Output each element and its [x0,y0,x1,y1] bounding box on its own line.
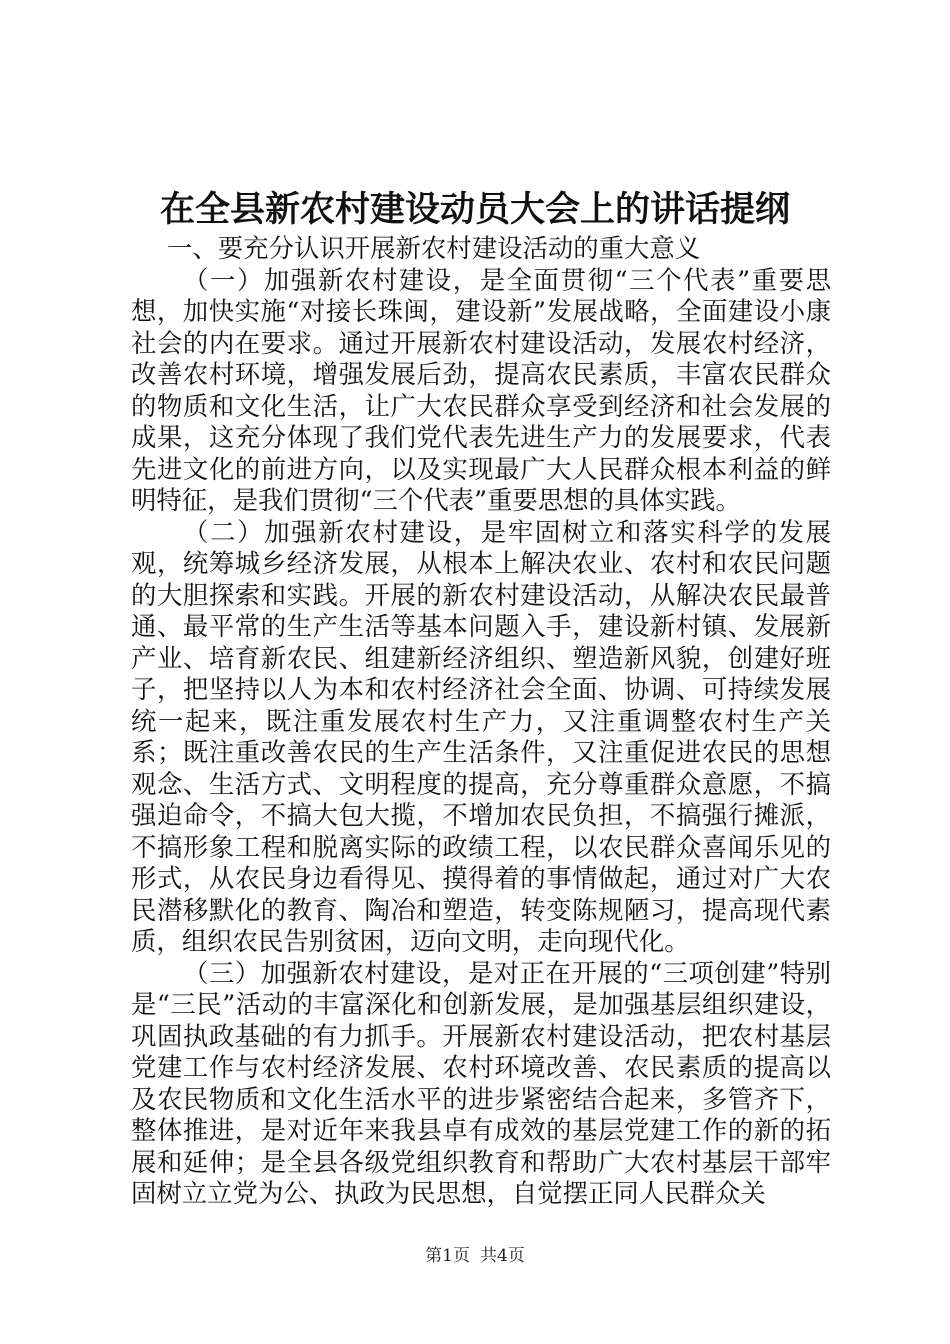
page-number: 第1页 [425,1246,470,1266]
paragraph-2: （二）加强新农村建设，是牢固树立和落实科学的发展观，统筹城乡经济发展，从根本上解决农业、农村和农民问题的大胆探索和实践。开展的新农村建设活动，从解决农民最普通、最平常的生产生活等基本问题入手，建设新村镇、发展新产业、培育新农民、组建新经济组织、塑造新风貌，创建好班子，把坚持以人为本和农村经济社会全面、协调、可持续发展统一起来，既注重发展农村生产力，又注重调整农村生产关系；既注重改善农民的生产生活条件，又注重促进农民的思想观念、生活方式、文明程度的提高，充分尊重群众意愿，不搞强迫命令，不搞大包大揽，不增加农民负担，不搞强行摊派，不搞形象工程和脱离实际的政绩工程，以农民群众喜闻乐见的形式，从农民身边看得见、摸得着的事情做起，通过对广大农民潜移默化的教育、陶冶和塑造，转变陈规陋习，提高现代素质，组织农民告别贫困，迈向文明，走向现代化。 [131,516,831,956]
paragraph-1: （一）加强新农村建设，是全面贯彻“三个代表”重要思想，加快实施“对接长珠闽，建设新”发展战略，全面建设小康社会的内在要求。通过开展新农村建设活动，发展农村经济，改善农村环境，增强发展后劲，提高农民素质，丰富农民群众的物质和文化生活，让广大农民群众享受到经济和社会发展的成果，这充分体现了我们党代表先进生产力的发展要求，代表先进文化的前进方向，以及实现最广大人民群众根本利益的鲜明特征，是我们贯彻“三个代表”重要思想的具体实践。 [131,264,831,515]
section-heading: 一、要充分认识开展新农村建设活动的重大意义 [167,233,701,263]
document-body [131,233,831,1210]
document-title: 在全县新农村建设动员大会上的讲话提纲 [159,190,790,230]
page-total: 共4页 [480,1246,525,1266]
page-footer [0,1244,950,1268]
paragraph-3: （三）加强新农村建设，是对正在开展的“三项创建”特别是“三民”活动的丰富深化和创新发展，是加强基层组织建设，巩固执政基础的有力抓手。开展新农村建设活动，把农村基层党建工作与农村经济发展、农村环境改善、农民素质的提高以及农民物质和文化生活水平的进步紧密结合起来，多管齐下，整体推进，是对近年来我县卓有成效的基层党建工作的新的拓展和延伸；是全县各级党组织教育和帮助广大农村基层干部牢固树立立党为公、执政为民思想，自觉摆正同人民群众关 [131,957,831,1208]
